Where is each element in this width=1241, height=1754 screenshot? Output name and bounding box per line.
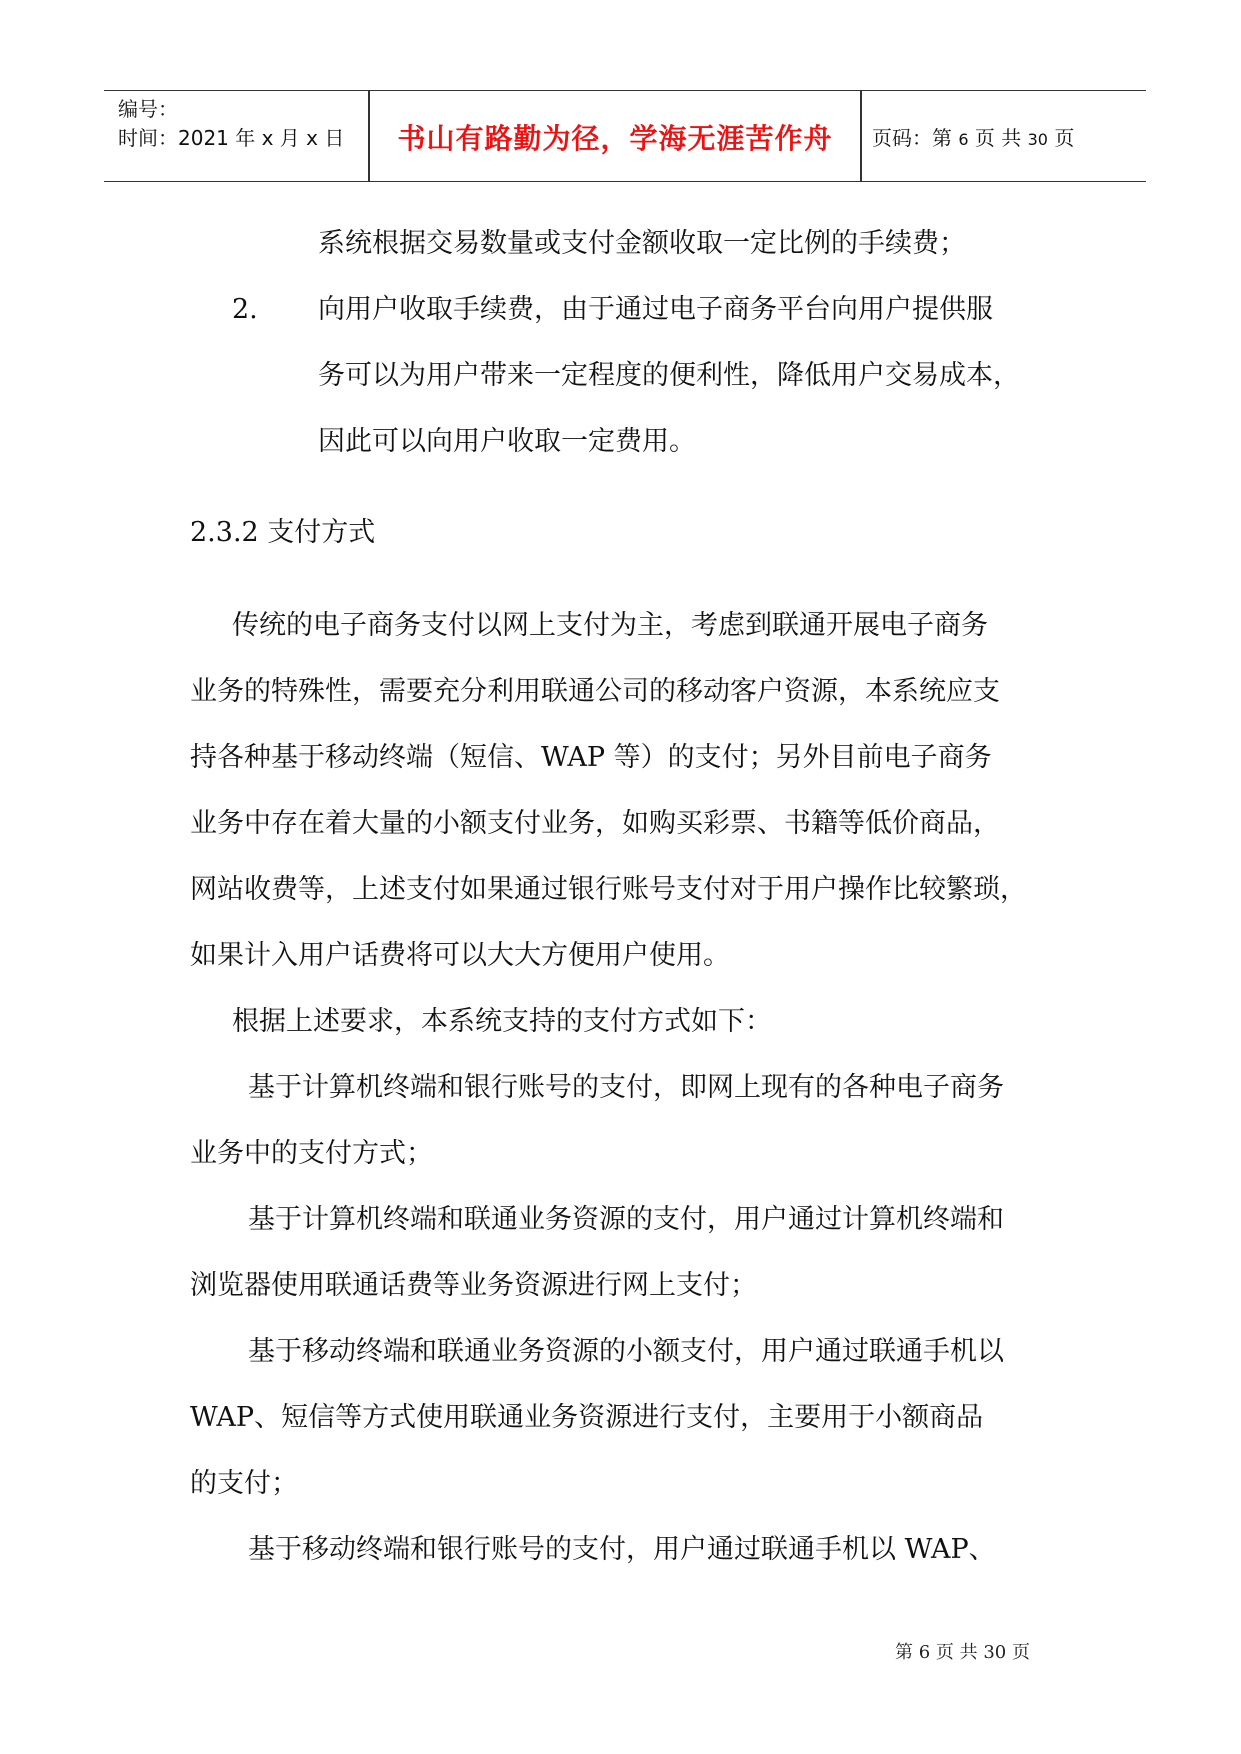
body-line: 根据上述要求，本系统支持的支付方式如下：: [232, 1006, 772, 1037]
serial-number-label: 编号：: [118, 97, 178, 121]
body-line: 传统的电子商务支付以网上支付为主，考虑到联通开展电子商务: [232, 610, 988, 641]
header-motto: 书山有路勤为径，学海无涯苦作舟: [397, 122, 833, 155]
body-line: 因此可以向用户收取一定费用。: [318, 426, 696, 457]
body-line: 业务中存在着大量的小额支付业务，如购买彩票、书籍等低价商品，: [190, 808, 1000, 839]
page-mid: 页 共: [974, 126, 1022, 150]
page-prefix: 页码：第: [872, 126, 952, 150]
page-header: [104, 90, 1146, 182]
date-label: 时间：2021 年 x 月 x 日: [118, 126, 345, 150]
page-footer: 第 6 页 共 30 页: [895, 1642, 1030, 1663]
body-line: 基于计算机终端和银行账号的支付，即网上现有的各种电子商务: [248, 1072, 1004, 1103]
body-line: 业务中的支付方式；: [190, 1138, 433, 1169]
header-page-number: [872, 122, 1142, 151]
body-line: 如果计入用户话费将可以大大方便用户使用。: [190, 940, 730, 971]
header-divider: [860, 91, 862, 181]
body-line: 的支付；: [190, 1468, 298, 1499]
list-number: 2.: [232, 294, 258, 325]
body-line: 浏览器使用联通话费等业务资源进行网上支付；: [190, 1270, 757, 1301]
total-pages: 30: [1027, 130, 1048, 149]
page-suffix: 页: [1054, 126, 1075, 150]
body-line: 基于计算机终端和联通业务资源的支付，用户通过计算机终端和: [248, 1204, 1004, 1235]
body-line: 基于移动终端和联通业务资源的小额支付，用户通过联通手机以: [248, 1336, 1004, 1367]
body-line: 系统根据交易数量或支付金额收取一定比例的手续费；: [318, 228, 966, 259]
body-line: 网站收费等，上述支付如果通过银行账号支付对于用户操作比较繁琐，: [190, 874, 1027, 905]
body-line: 业务的特殊性，需要充分利用联通公司的移动客户资源，本系统应支: [190, 676, 1000, 707]
body-line: 务可以为用户带来一定程度的便利性，降低用户交易成本，: [318, 360, 1020, 391]
section-heading: 2.3.2 支付方式: [190, 517, 376, 548]
current-page: 6: [958, 130, 969, 149]
body-line: WAP、短信等方式使用联通业务资源进行支付，主要用于小额商品: [190, 1402, 984, 1433]
body-line: 基于移动终端和银行账号的支付，用户通过联通手机以 WAP、: [248, 1534, 996, 1565]
body-line: 向用户收取手续费，由于通过电子商务平台向用户提供服: [318, 294, 993, 325]
body-line: 持各种基于移动终端（短信、WAP 等）的支付；另外目前电子商务: [190, 742, 992, 773]
header-meta: [118, 95, 368, 153]
